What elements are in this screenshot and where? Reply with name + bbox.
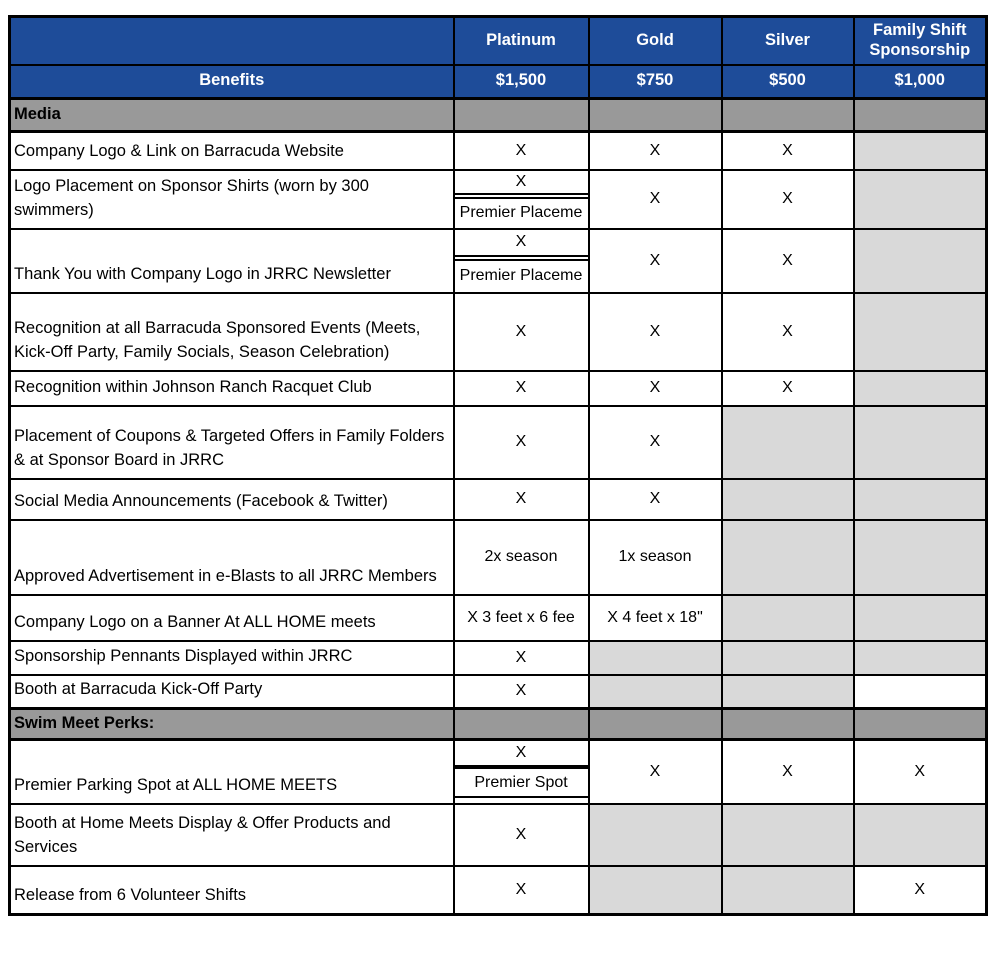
cell-silver: X [722, 170, 854, 229]
benefit-row [10, 595, 987, 641]
benefit-row [10, 406, 987, 479]
cell-gold: X [589, 293, 722, 371]
benefit-label: Release from 6 Volunteer Shifts [10, 866, 454, 914]
cell-platinum: X [454, 675, 589, 709]
cell-family-shift [854, 371, 987, 406]
cell-silver [722, 804, 854, 866]
cell-family-shift [854, 641, 987, 675]
cell-silver [722, 520, 854, 595]
benefit-label: Thank You with Company Logo in JRRC Newsletter [10, 229, 454, 293]
cell-family-shift: X [854, 866, 987, 914]
cell-gold: X [589, 371, 722, 406]
benefit-row [10, 675, 987, 709]
section-cell-platinum [454, 709, 589, 740]
cell-gold: X [589, 479, 722, 520]
benefit-label: Approved Advertisement in e-Blasts to all JRRC Members [10, 520, 454, 595]
tier-header-silver: Silver [722, 17, 854, 65]
price-platinum: $1,500 [454, 65, 589, 99]
benefit-row [10, 229, 987, 293]
cell-family-shift [854, 229, 987, 293]
section-cell-silver [722, 709, 854, 740]
cell-silver [722, 595, 854, 641]
benefit-row [10, 866, 987, 914]
cell-platinum: X [454, 804, 589, 866]
cell-platinum: 2x season [454, 520, 589, 595]
benefit-label: Premier Parking Spot at ALL HOME MEETS [10, 740, 454, 805]
split-top-value: X [455, 741, 588, 767]
cell-platinum [454, 170, 589, 229]
split-top-value: X [455, 171, 588, 196]
cell-family-shift [854, 479, 987, 520]
benefit-label: Recognition at all Barracuda Sponsored Events (Meets, Kick-Off Party, Family Socials, Season Celebration) [10, 293, 454, 371]
cell-silver [722, 406, 854, 479]
benefit-row [10, 479, 987, 520]
corner-cell [10, 17, 454, 65]
split-cell [455, 230, 588, 292]
cell-family-shift [854, 804, 987, 866]
cell-platinum: X [454, 866, 589, 914]
cell-gold: X [589, 170, 722, 229]
benefit-row [10, 132, 987, 170]
benefits-column-header: Benefits [10, 65, 454, 99]
section-title: Swim Meet Perks: [10, 709, 454, 740]
sponsorship-benefits-table [8, 15, 988, 916]
cell-platinum: X [454, 293, 589, 371]
benefit-label: Booth at Barracuda Kick-Off Party [10, 675, 454, 709]
split-bottom-value: Premier Placeme [455, 259, 588, 292]
split-cell [455, 171, 588, 228]
section-cell-platinum [454, 99, 589, 132]
benefit-label: Sponsorship Pennants Displayed within JRRC [10, 641, 454, 675]
cell-silver [722, 866, 854, 914]
cell-silver: X [722, 229, 854, 293]
cell-silver [722, 479, 854, 520]
cell-gold: 1x season [589, 520, 722, 595]
benefit-label: Company Logo & Link on Barracuda Website [10, 132, 454, 170]
cell-platinum: X 3 feet x 6 fee [454, 595, 589, 641]
section-cell-family-shift [854, 99, 987, 132]
cell-gold: X [589, 229, 722, 293]
cell-silver [722, 675, 854, 709]
cell-platinum [454, 229, 589, 293]
section-row [10, 99, 987, 132]
tier-header-platinum: Platinum [454, 17, 589, 65]
section-cell-gold [589, 99, 722, 132]
benefit-row [10, 740, 987, 805]
cell-family-shift [854, 406, 987, 479]
benefit-label: Logo Placement on Sponsor Shirts (worn by 300 swimmers) [10, 170, 454, 229]
cell-platinum: X [454, 371, 589, 406]
cell-gold [589, 641, 722, 675]
tier-header-family-shift: Family Shift Sponsorship [854, 17, 987, 65]
benefit-label: Placement of Coupons & Targeted Offers in Family Folders & at Sponsor Board in JRRC [10, 406, 454, 479]
cell-silver: X [722, 740, 854, 805]
split-top-value: X [455, 230, 588, 257]
cell-family-shift [854, 293, 987, 371]
benefit-row [10, 520, 987, 595]
benefit-row [10, 293, 987, 371]
cell-platinum [454, 740, 589, 805]
section-title: Media [10, 99, 454, 132]
cell-gold: X [589, 740, 722, 805]
benefit-label: Recognition within Johnson Ranch Racquet Club [10, 371, 454, 406]
tier-header-gold: Gold [589, 17, 722, 65]
cell-gold: X [589, 406, 722, 479]
split-bottom-value: Premier Placeme [455, 197, 588, 227]
cell-gold: X [589, 132, 722, 170]
cell-family-shift [854, 170, 987, 229]
cell-gold [589, 675, 722, 709]
cell-gold [589, 866, 722, 914]
section-cell-silver [722, 99, 854, 132]
section-cell-gold [589, 709, 722, 740]
section-row [10, 709, 987, 740]
split-cell [455, 741, 588, 803]
tier-header-row [10, 17, 987, 65]
benefit-label: Company Logo on a Banner At ALL HOME meets [10, 595, 454, 641]
benefits-table-body [10, 99, 987, 915]
cell-family-shift: X [854, 740, 987, 805]
cell-gold: X 4 feet x 18" [589, 595, 722, 641]
cell-family-shift [854, 520, 987, 595]
cell-gold [589, 804, 722, 866]
price-header-row [10, 65, 987, 99]
split-bottom-value: Premier Spot [455, 767, 588, 798]
price-family-shift: $1,000 [854, 65, 987, 99]
price-silver: $500 [722, 65, 854, 99]
cell-family-shift [854, 132, 987, 170]
cell-silver: X [722, 132, 854, 170]
cell-platinum: X [454, 406, 589, 479]
benefit-row [10, 170, 987, 229]
benefit-row [10, 641, 987, 675]
cell-family-shift [854, 595, 987, 641]
cell-family-shift [854, 675, 987, 709]
cell-platinum: X [454, 479, 589, 520]
cell-silver: X [722, 371, 854, 406]
cell-platinum: X [454, 132, 589, 170]
cell-silver [722, 641, 854, 675]
benefit-label: Social Media Announcements (Facebook & Twitter) [10, 479, 454, 520]
benefit-label: Booth at Home Meets Display & Offer Products and Services [10, 804, 454, 866]
cell-silver: X [722, 293, 854, 371]
cell-platinum: X [454, 641, 589, 675]
section-cell-family-shift [854, 709, 987, 740]
benefit-row [10, 371, 987, 406]
price-gold: $750 [589, 65, 722, 99]
benefit-row [10, 804, 987, 866]
